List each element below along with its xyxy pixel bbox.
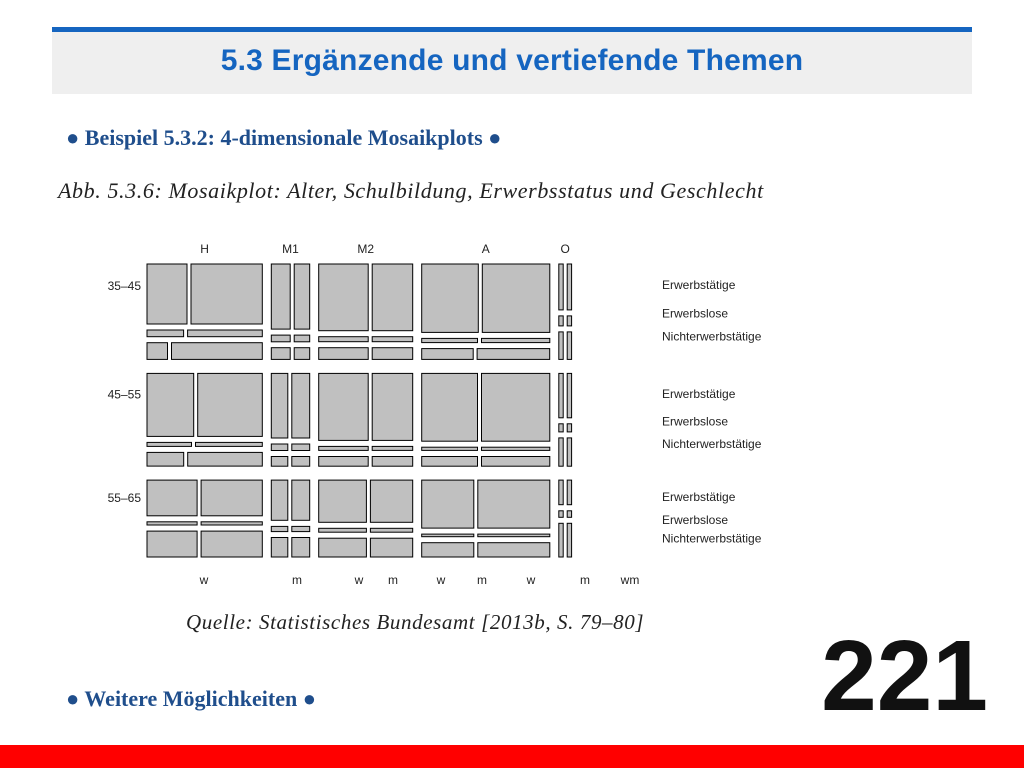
mosaic-tile-8-0-m	[482, 373, 550, 441]
mosaic-tile-10-1-m	[201, 522, 262, 525]
mosaic-tile-9-0-m	[567, 373, 571, 417]
mosaic-tile-10-1-w	[147, 522, 197, 525]
status-label-0-2: Nichterwerbstätige	[662, 329, 762, 344]
mosaic-tile-7-2-w	[319, 457, 369, 467]
mosaic-tile-0-2-m	[172, 343, 263, 360]
mosaic-tile-2-1-w	[319, 337, 369, 342]
status-label-2-1: Erwerbslose	[662, 513, 729, 528]
mosaic-tile-4-1-w	[559, 316, 563, 326]
mosaic-tile-9-1-w	[559, 424, 563, 432]
mosaic-tile-12-2-w	[319, 538, 367, 557]
mosaic-tile-1-1-w	[271, 335, 290, 342]
mosaic-tile-7-1-m	[372, 446, 413, 450]
mosaic-tile-9-0-w	[559, 373, 563, 417]
bullet-example: ● Beispiel 5.3.2: 4-dimensionale Mosaikplots ●	[66, 125, 502, 150]
mosaic-tile-2-2-m	[372, 348, 413, 360]
mosaic-tile-11-2-w	[271, 538, 288, 558]
mosaic-tile-5-1-m	[196, 442, 263, 446]
mosaic-tile-6-0-m	[292, 373, 310, 438]
mosaic-tile-10-2-m	[201, 531, 262, 557]
sex-label-1: m	[292, 573, 302, 587]
mosaic-tile-13-0-m	[478, 480, 550, 528]
mosaic-tile-1-2-w	[271, 348, 290, 360]
mosaic-tile-0-1-m	[188, 330, 263, 337]
mosaic-tile-2-0-m	[372, 264, 413, 331]
mosaic-tile-11-2-m	[292, 538, 310, 558]
mosaic-tile-9-1-m	[567, 424, 571, 432]
mosaic-tile-13-1-m	[478, 534, 550, 537]
status-label-1-0: Erwerbstätige	[662, 386, 736, 401]
mosaic-tile-5-1-w	[147, 442, 192, 446]
mosaic-tile-9-2-m	[567, 438, 571, 466]
sex-label-3: m	[388, 573, 398, 587]
status-label-0-0: Erwerbstätige	[662, 277, 736, 292]
mosaic-tile-12-1-w	[319, 528, 367, 532]
mosaic-tile-13-0-w	[422, 480, 474, 528]
mosaic-tile-11-0-m	[292, 480, 310, 520]
mosaic-tile-4-0-m	[567, 264, 571, 310]
mosaic-tile-4-2-w	[559, 332, 563, 360]
mosaic-tile-3-2-w	[422, 349, 474, 360]
mosaic-tile-13-1-w	[422, 534, 474, 537]
education-label-A: A	[481, 242, 490, 256]
mosaic-tile-12-2-m	[370, 538, 412, 557]
mosaic-tile-12-0-m	[370, 480, 412, 522]
mosaic-tile-12-1-m	[370, 528, 412, 532]
mosaic-tile-11-1-w	[271, 526, 288, 531]
mosaic-tile-4-0-w	[559, 264, 563, 310]
mosaic-tile-2-2-w	[319, 348, 369, 360]
figure-source: Quelle: Statistisches Bundesamt [2013b, S. 79–80]	[186, 610, 645, 634]
mosaic-tile-7-0-m	[372, 373, 413, 440]
age-label-1: 45–55	[107, 387, 141, 402]
sex-label-7: m	[580, 573, 590, 587]
mosaic-tile-8-2-m	[482, 457, 550, 467]
mosaic-tile-1-0-m	[294, 264, 310, 329]
mosaic-tile-1-0-w	[271, 264, 290, 329]
mosaic-tile-6-1-m	[292, 444, 310, 451]
mosaic-tile-5-2-w	[147, 452, 184, 466]
status-label-1-2: Nichterwerbstätige	[662, 436, 762, 451]
sex-label-6: w	[526, 573, 536, 587]
mosaic-tile-8-2-w	[422, 457, 478, 467]
mosaic-tile-14-2-m	[567, 523, 571, 557]
mosaic-tile-2-1-m	[372, 337, 413, 342]
page-number: 221	[821, 620, 988, 732]
age-label-0: 35–45	[107, 278, 141, 293]
mosaic-tile-13-2-m	[478, 543, 550, 557]
mosaic-tile-14-1-m	[567, 511, 571, 518]
sex-label-5: m	[477, 573, 487, 587]
mosaic-tile-3-2-m	[477, 349, 550, 360]
education-label-H: H	[200, 242, 209, 256]
mosaic-tile-0-0-m	[191, 264, 262, 324]
mosaic-tile-6-2-w	[271, 457, 288, 467]
status-label-1-1: Erwerbslose	[662, 414, 729, 429]
status-label-2-2: Nichterwerbstätige	[662, 531, 762, 546]
mosaic-tile-0-0-w	[147, 264, 187, 324]
mosaic-tile-4-2-m	[567, 332, 571, 360]
mosaic-tile-3-1-m	[482, 338, 550, 342]
mosaic-tile-2-0-w	[319, 264, 369, 331]
mosaic-tile-14-0-m	[567, 480, 571, 505]
education-label-O: O	[560, 242, 570, 256]
mosaic-tile-11-1-m	[292, 526, 310, 531]
bullet-more-options: ● Weitere Möglichkeiten ●	[66, 686, 316, 711]
sex-label-0: w	[199, 573, 209, 587]
mosaic-tile-14-0-w	[559, 480, 563, 505]
figure-caption: Abb. 5.3.6: Mosaikplot: Alter, Schulbildung, Erwerbsstatus und Geschlecht	[58, 178, 764, 203]
sex-label-8: wm	[620, 573, 640, 587]
age-label-2: 55–65	[107, 490, 141, 505]
mosaic-tile-7-1-w	[319, 446, 369, 450]
mosaic-tile-8-1-m	[482, 447, 550, 450]
mosaic-tile-10-0-w	[147, 480, 197, 516]
mosaic-tile-3-0-m	[482, 264, 550, 332]
mosaic-tile-5-0-w	[147, 373, 194, 436]
mosaic-tile-14-1-w	[559, 511, 563, 518]
bottom-red-bar	[0, 745, 1024, 768]
mosaic-tile-3-0-w	[422, 264, 479, 332]
mosaic-tile-3-1-w	[422, 338, 478, 342]
mosaic-tile-5-2-m	[188, 452, 263, 466]
mosaic-tile-0-2-w	[147, 343, 168, 360]
mosaic-tile-6-0-w	[271, 373, 288, 438]
status-label-0-1: Erwerbslose	[662, 306, 729, 321]
mosaic-tile-4-1-m	[567, 316, 571, 326]
mosaic-tile-1-2-m	[294, 348, 310, 360]
mosaic-tile-1-1-m	[294, 335, 310, 342]
mosaic-tile-5-0-m	[198, 373, 263, 436]
mosaic-tile-8-0-w	[422, 373, 478, 441]
mosaic-tile-6-2-m	[292, 457, 310, 467]
mosaic-tile-0-1-w	[147, 330, 184, 337]
mosaic-tile-14-2-w	[559, 523, 563, 557]
slide-title: 5.3 Ergänzende und vertiefende Themen	[220, 44, 804, 77]
mosaic-tile-7-2-m	[372, 457, 413, 467]
mosaic-tile-9-2-w	[559, 438, 563, 466]
education-label-M2: M2	[357, 242, 375, 256]
mosaic-tile-12-0-w	[319, 480, 367, 522]
status-label-2-0: Erwerbstätige	[662, 490, 736, 505]
mosaic-tile-10-0-m	[201, 480, 262, 516]
mosaic-tile-6-1-w	[271, 444, 288, 451]
mosaic-tile-10-2-w	[147, 531, 197, 557]
sex-label-4: w	[436, 573, 446, 587]
mosaic-tile-11-0-w	[271, 480, 288, 520]
sex-label-2: w	[354, 573, 364, 587]
mosaic-tile-8-1-w	[422, 447, 478, 450]
mosaic-tile-13-2-w	[422, 543, 474, 557]
education-label-M1: M1	[282, 242, 299, 256]
mosaic-tile-7-0-w	[319, 373, 369, 440]
